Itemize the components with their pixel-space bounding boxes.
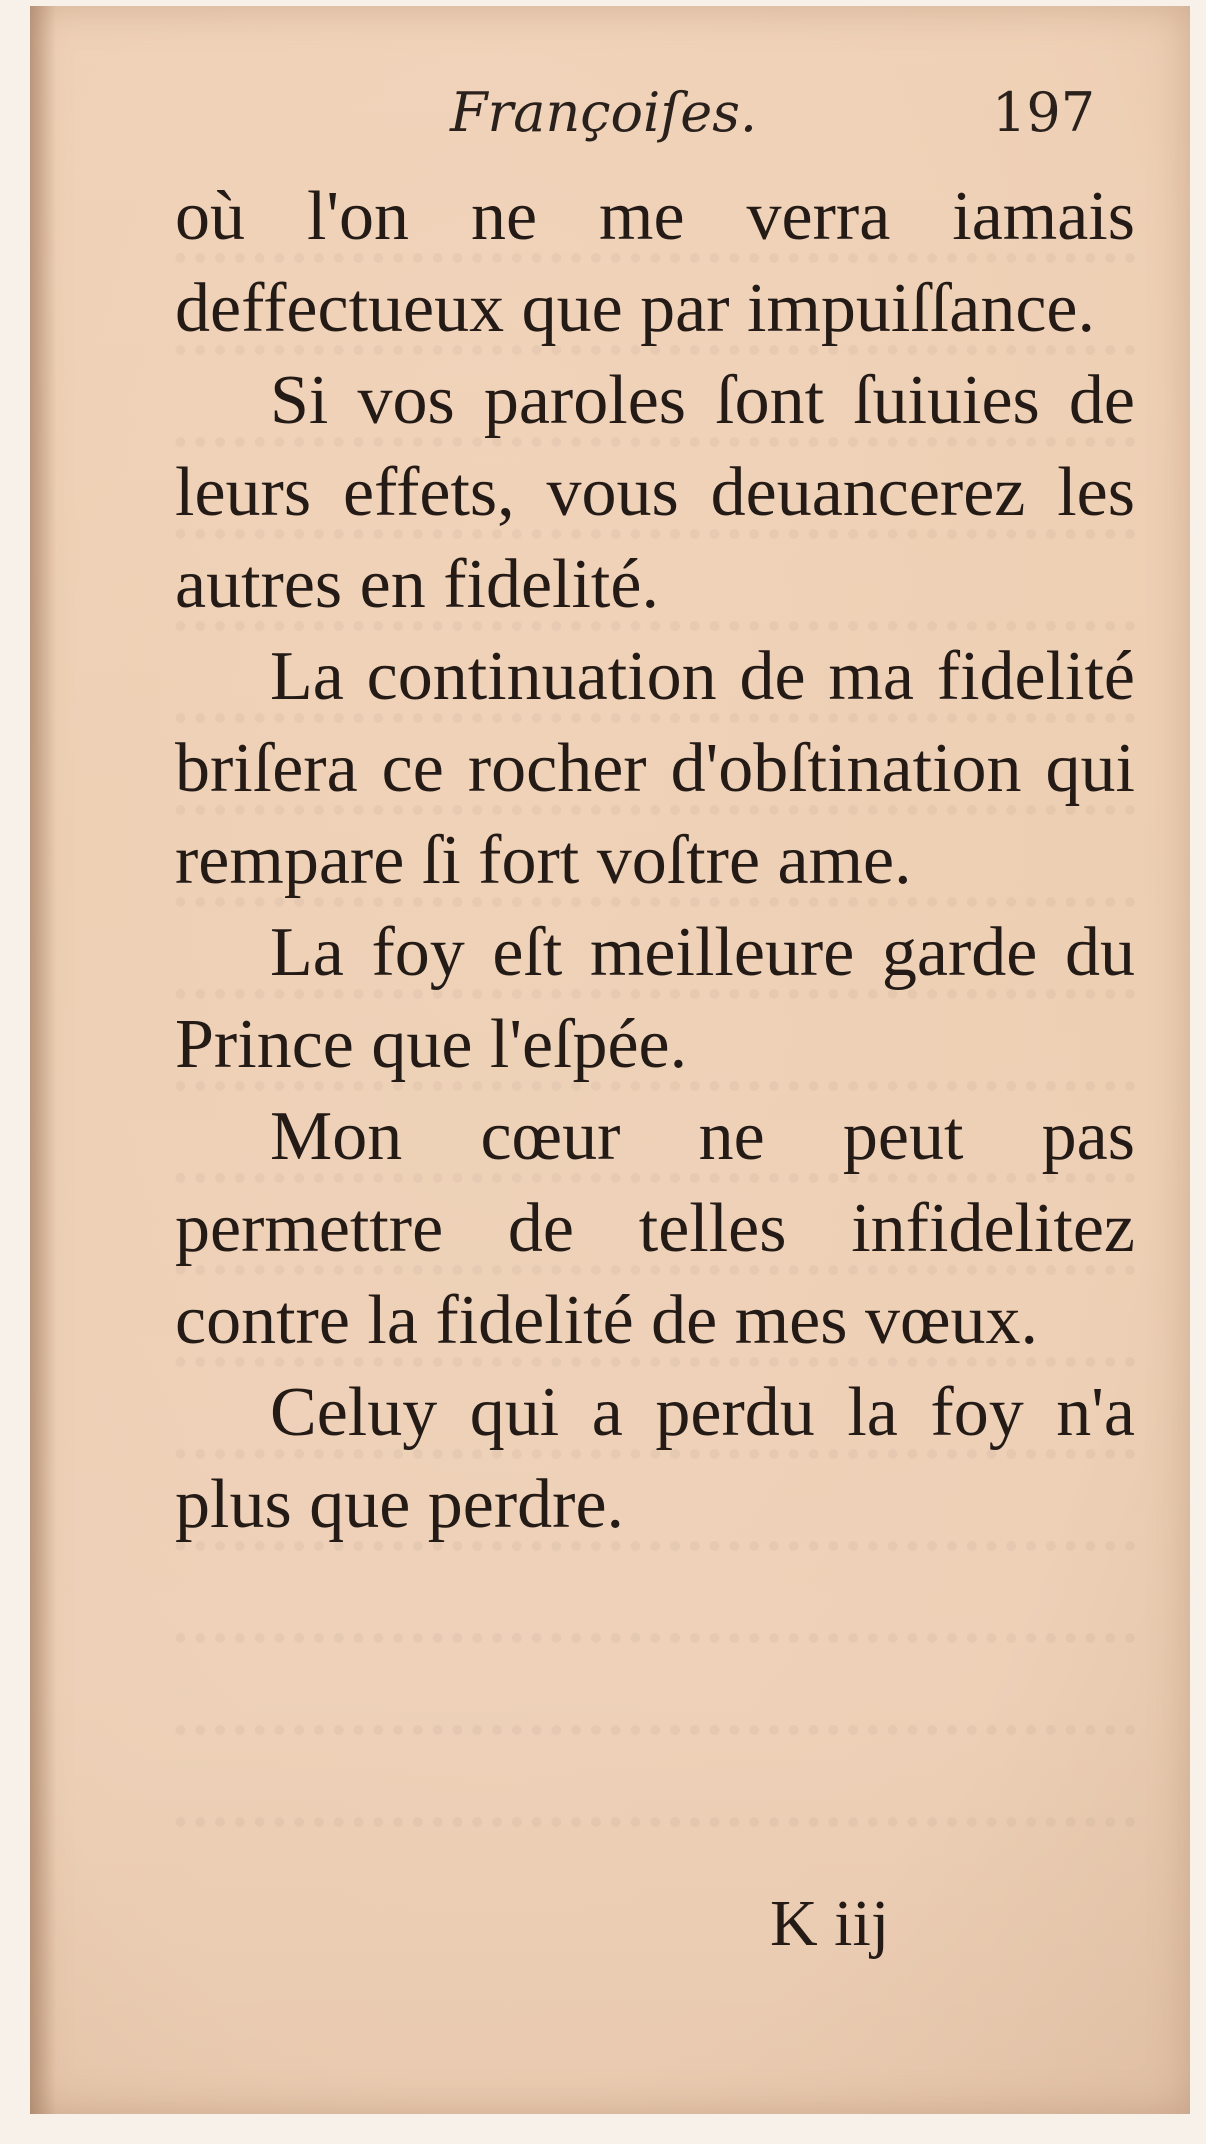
paragraph: Si vos paroles ſont ſuiuies de leurs effets, vous deuancerez les autres en fidelité. [175, 362, 1135, 623]
paragraph: Mon cœur ne peut pas permettre de telles infidelitez contre la fidelité de mes vœux. [175, 1098, 1135, 1359]
book-page [30, 6, 1190, 2114]
signature-mark: K iij [770, 1887, 890, 1960]
paragraph: Celuy qui a perdu la foy n'a plus que perdre. [175, 1374, 1135, 1543]
page-gutter-shadow [30, 6, 56, 2114]
paragraph: La continuation de ma fidelité briſera ce rocher d'obſtination qui rempare ſi fort voſtre ame. [175, 638, 1135, 899]
page-number: 197 [992, 81, 1096, 144]
paragraph: La foy eſt meilleure garde du Prince que l'eſpée. [175, 914, 1135, 1083]
paragraph: où l'on ne me verra iamais deffectueux que par impuiſſance. [175, 178, 1135, 347]
body-text [175, 171, 1135, 1551]
running-head-title: Françoiſes. [450, 81, 758, 144]
running-head [30, 81, 1190, 151]
